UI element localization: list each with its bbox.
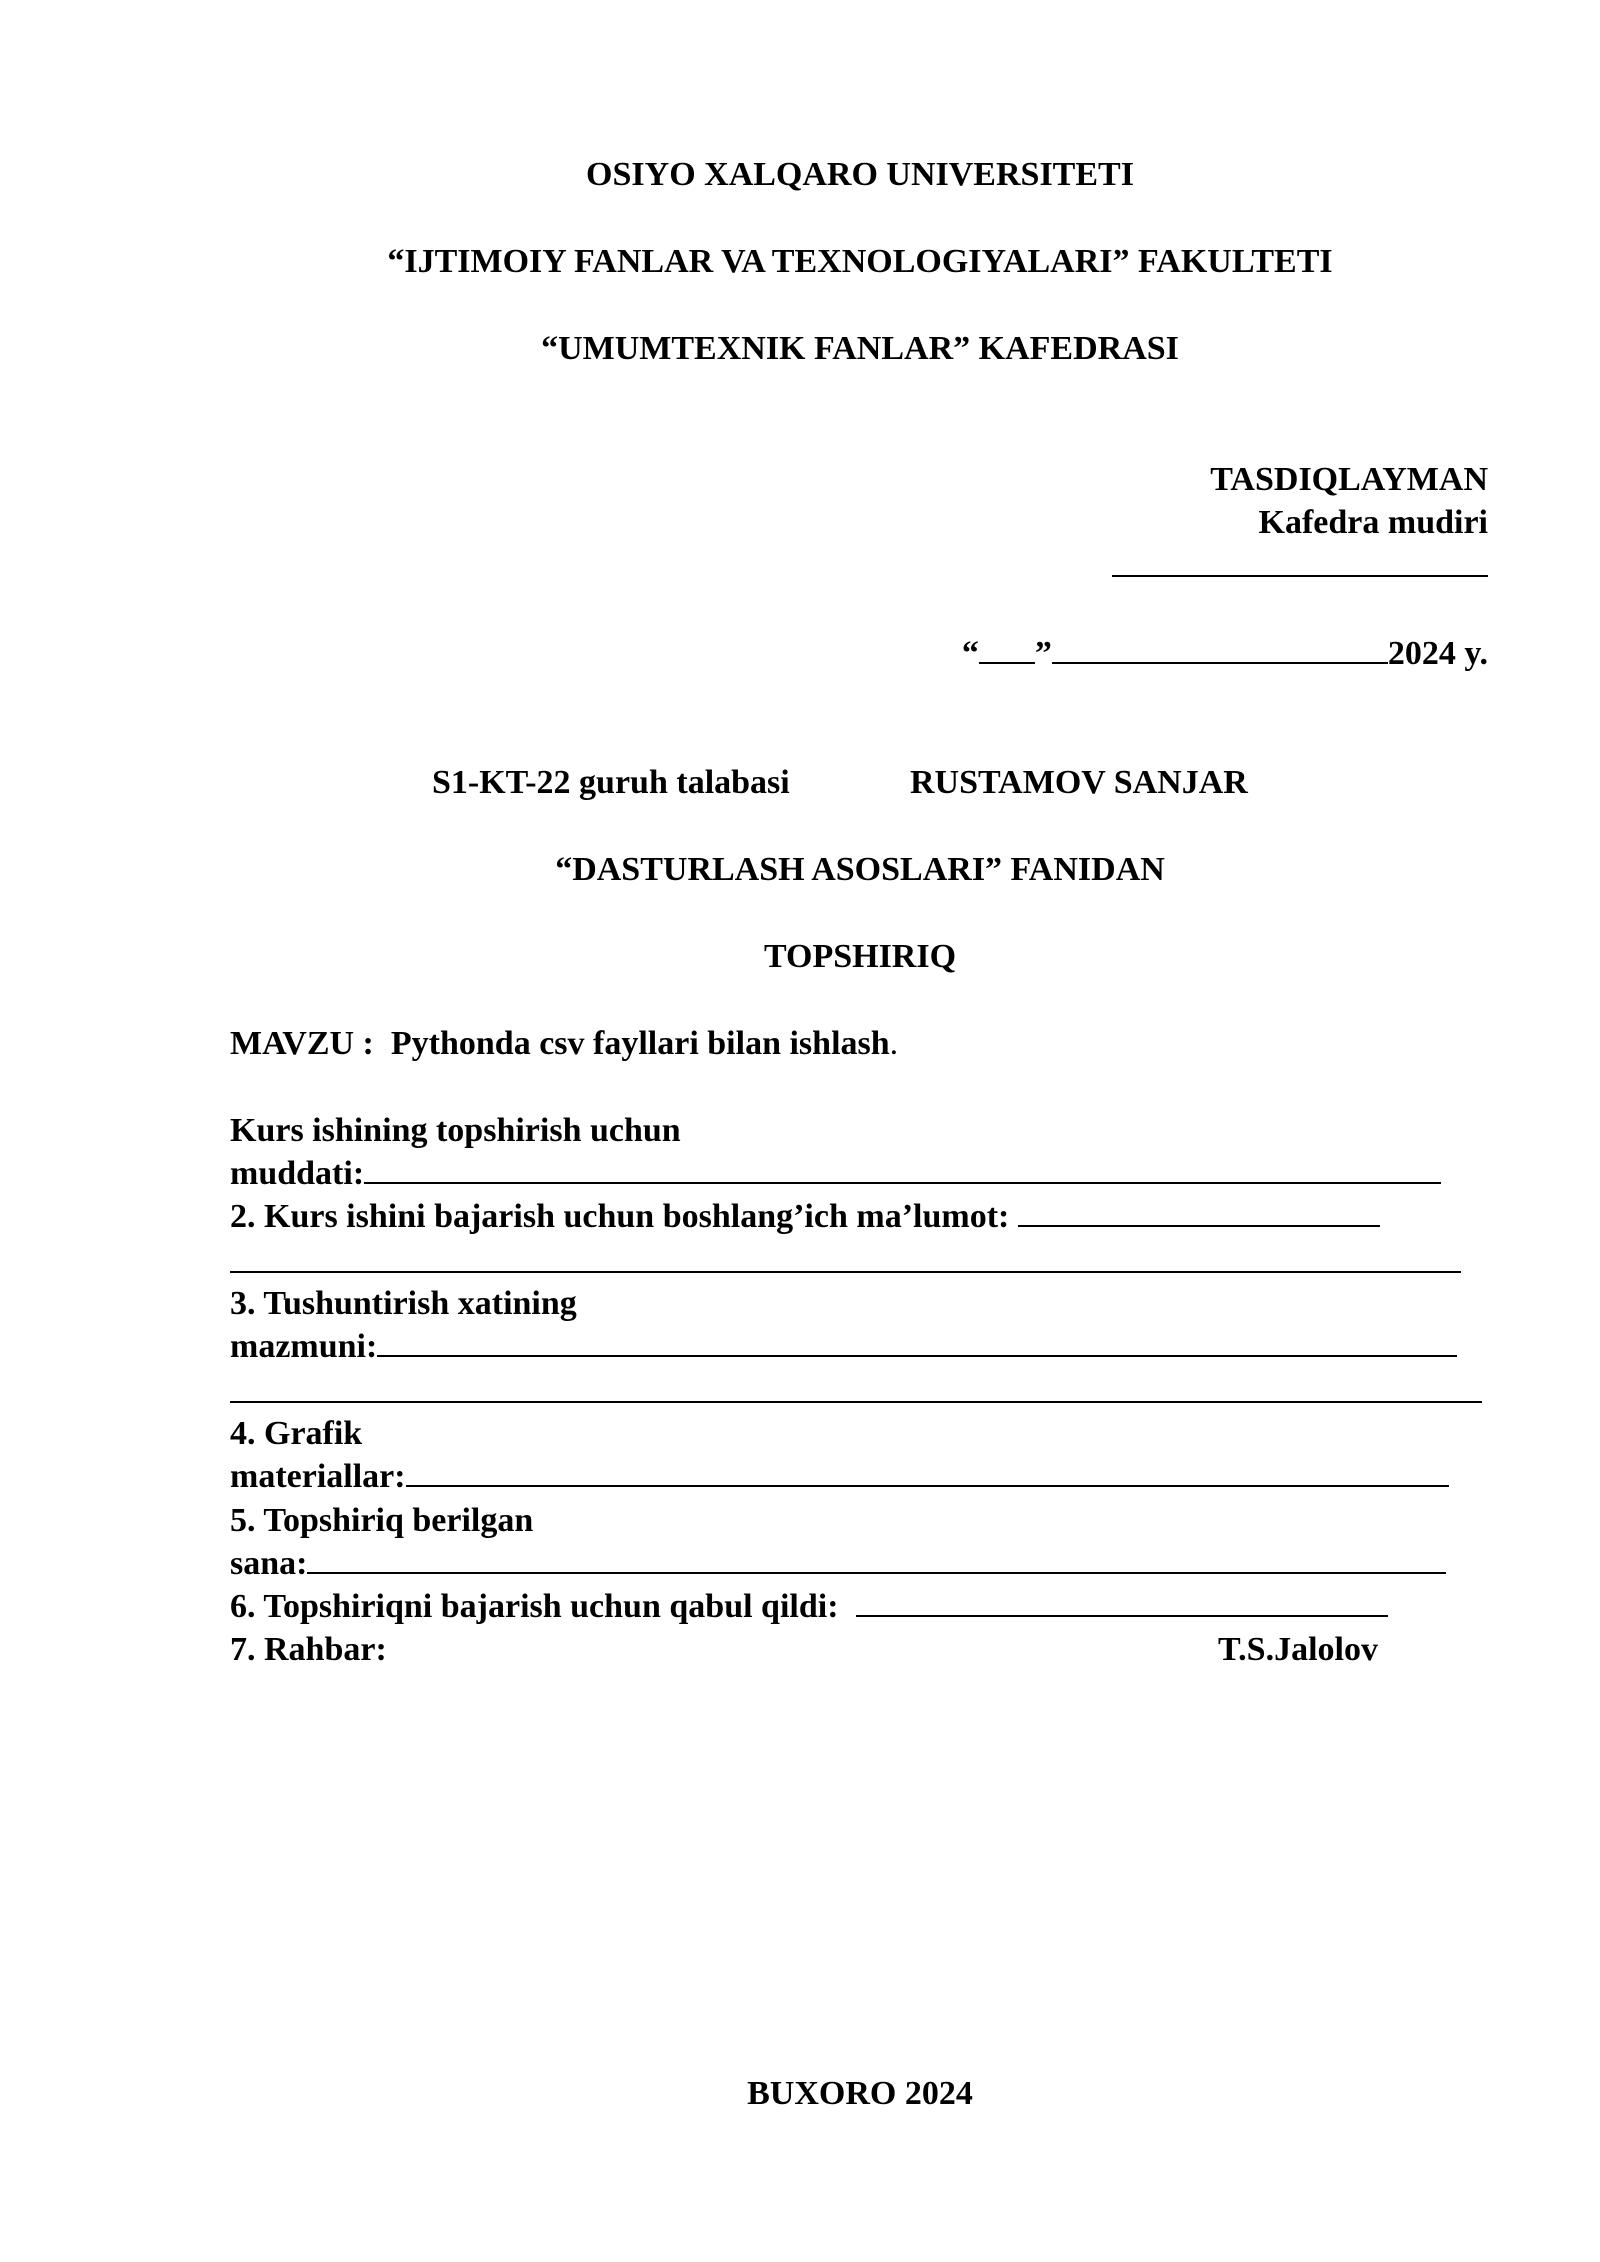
student-group: S1-KT-22 guruh talabasi	[432, 764, 790, 801]
item-4-blank	[406, 1455, 1449, 1487]
item-4-label: materiallar:	[230, 1458, 406, 1495]
item-5-label: sana:	[230, 1545, 308, 1582]
item-5-line-1: 5. Topshiriq berilgan	[230, 1502, 534, 1539]
day-blank	[979, 632, 1035, 664]
date-open-quote: “	[961, 635, 979, 672]
topic-label: MAVZU :	[230, 1025, 374, 1062]
faculty-name: “IJTIMOIY FANLAR VA TEXNOLOGIYALARI” FAKULTETI	[387, 243, 1333, 280]
item-2-label: 2. Kurs ishini bajarish uchun boshlang’ich ma’lumot:	[230, 1198, 1010, 1235]
document-title: TOPSHIRIQ	[763, 938, 957, 975]
item-3-blank	[377, 1325, 1457, 1357]
item-2-continuation-line	[230, 1271, 1461, 1273]
item-3-line-2	[230, 1325, 1457, 1369]
approval-year: 2024 y.	[1387, 635, 1488, 672]
item-4-line-1: 4. Grafik	[230, 1415, 363, 1452]
approval-date	[962, 632, 1488, 676]
item-6-line	[230, 1585, 1388, 1629]
subject: “DASTURLASH ASOSLARI” FANIDAN	[555, 851, 1165, 888]
item-6-blank	[856, 1585, 1388, 1617]
approval-title: TASDIQLAYMAN	[1210, 461, 1488, 498]
department-name: “UMUMTEXNIK FANLAR” KAFEDRASI	[541, 330, 1179, 367]
footer-city-year: BUXORO 2024	[747, 2075, 973, 2112]
signature-line	[1112, 575, 1488, 577]
item-3-line-1: 3. Tushuntirish xatining	[230, 1285, 577, 1322]
item-2-blank	[1018, 1195, 1380, 1227]
item-5-line-2	[230, 1542, 1446, 1586]
item-7-label: 7. Rahbar:	[230, 1631, 387, 1668]
approval-role: Kafedra mudiri	[1258, 504, 1488, 541]
supervisor-name: T.S.Jalolov	[1218, 1631, 1378, 1668]
topic-period: .	[889, 1025, 899, 1062]
item-6-label: 6. Topshiriqni bajarish uchun qabul qildi:	[230, 1588, 839, 1625]
university-name: OSIYO XALQARO UNIVERSITETI	[586, 156, 1134, 193]
topic-line	[230, 1022, 898, 1066]
student-name: RUSTAMOV SANJAR	[910, 764, 1248, 801]
topic-value: Pythonda csv fayllari bilan ishlash	[390, 1025, 890, 1062]
item-3-label: mazmuni:	[230, 1328, 378, 1365]
item-1-line-1: Kurs ishining topshirish uchun	[230, 1112, 681, 1149]
item-3-continuation-line	[230, 1401, 1482, 1403]
item-5-blank	[307, 1542, 1446, 1574]
date-close-quote: ”	[1034, 635, 1052, 672]
item-1-label: muddati:	[230, 1155, 365, 1192]
item-1-line-2	[230, 1152, 1441, 1196]
item-4-line-2	[230, 1455, 1449, 1499]
month-blank	[1052, 632, 1388, 664]
item-1-blank	[364, 1152, 1441, 1184]
item-2-line	[230, 1195, 1380, 1239]
